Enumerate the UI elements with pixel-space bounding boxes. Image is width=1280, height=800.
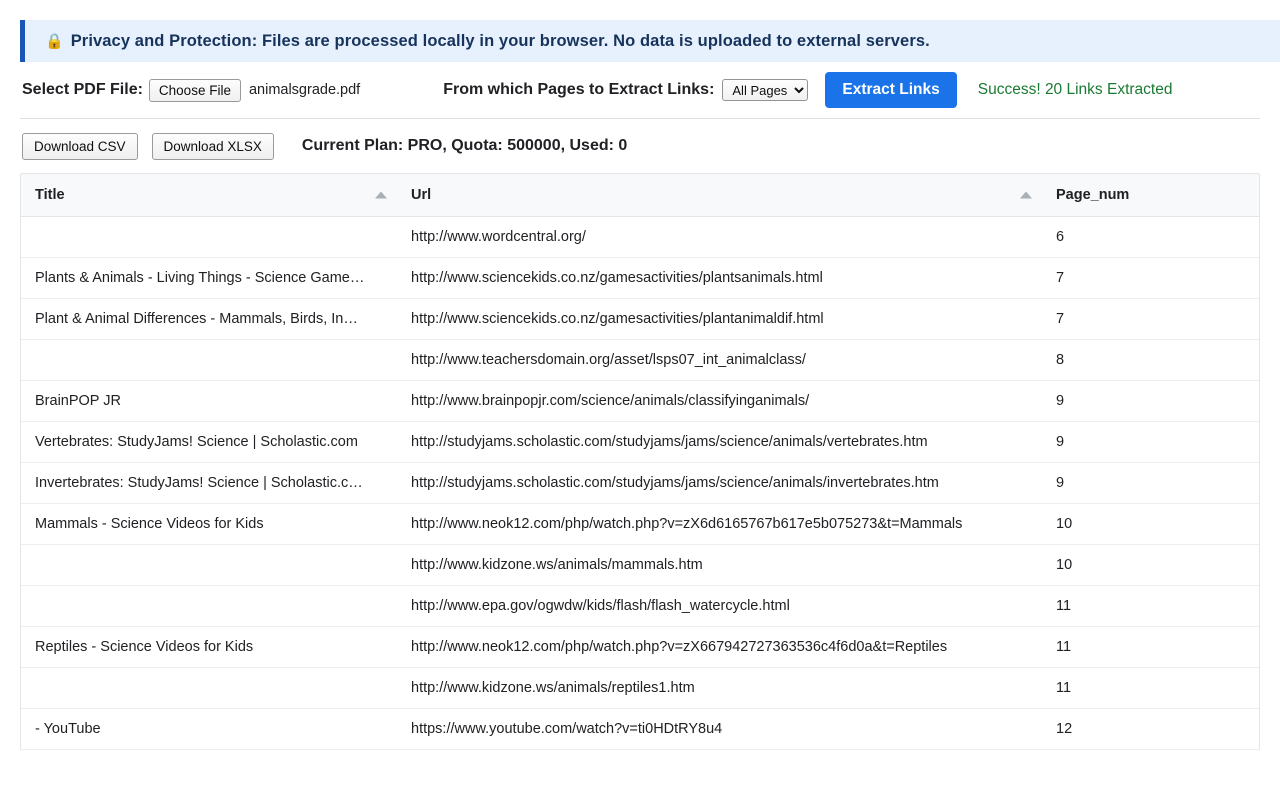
cell-page-num: 11: [1044, 668, 1259, 709]
cell-page-num: 7: [1044, 299, 1259, 340]
cell-title: [21, 668, 399, 709]
plan-quota-text: Current Plan: PRO, Quota: 500000, Used: 0: [301, 137, 628, 154]
choose-file-button[interactable]: Choose File: [149, 79, 241, 102]
table-row: [21, 668, 1259, 709]
cell-url: http://www.wordcentral.org/: [399, 217, 1044, 258]
table-header: [21, 174, 1259, 217]
cell-url: http://www.sciencekids.co.nz/gamesactivities/plantanimaldif.html: [399, 299, 1044, 340]
download-row: [0, 119, 1280, 173]
table-row: [21, 545, 1259, 586]
banner-region: [0, 0, 1280, 62]
column-header-url-label: Url: [411, 187, 432, 203]
cell-url: http://www.epa.gov/ogwdw/kids/flash/flash_watercycle.html: [399, 586, 1044, 627]
links-table-container: [20, 173, 1260, 750]
table-row: [21, 217, 1259, 258]
cell-url: http://www.kidzone.ws/animals/reptiles1.htm: [399, 668, 1044, 709]
cell-url: http://www.brainpopjr.com/science/animals/classifyinganimals/: [399, 381, 1044, 422]
cell-url: http://www.neok12.com/php/watch.php?v=zX6d6165767b617e5b075273&t=Mammals: [399, 504, 1044, 545]
table-row: [21, 586, 1259, 627]
privacy-banner: [20, 20, 1280, 62]
selected-file-name: animalsgrade.pdf: [248, 82, 361, 98]
column-header-url[interactable]: [399, 174, 1044, 217]
cell-page-num: 7: [1044, 258, 1259, 299]
cell-page-num: 9: [1044, 381, 1259, 422]
cell-url: http://studyjams.scholastic.com/studyjams/jams/science/animals/invertebrates.htm: [399, 463, 1044, 504]
table-row: [21, 422, 1259, 463]
pages-select[interactable]: [722, 79, 808, 101]
cell-title: Plant & Animal Differences - Mammals, Birds, In…: [21, 299, 399, 340]
cell-page-num: 12: [1044, 709, 1259, 750]
cell-page-num: 11: [1044, 627, 1259, 668]
download-csv-button[interactable]: Download CSV: [22, 133, 138, 160]
privacy-banner-text: Privacy and Protection: Files are processed locally in your browser. No data is uploaded to external servers.: [70, 31, 930, 50]
cell-url: http://www.neok12.com/php/watch.php?v=zX667942727363536c4f6d0a&t=Reptiles: [399, 627, 1044, 668]
cell-url: http://studyjams.scholastic.com/studyjams/jams/science/animals/vertebrates.htm: [399, 422, 1044, 463]
cell-title: Plants & Animals - Living Things - Science Game…: [21, 258, 399, 299]
column-header-title-label: Title: [35, 187, 65, 203]
cell-title: Invertebrates: StudyJams! Science | Scholastic.c…: [21, 463, 399, 504]
extract-links-button[interactable]: Extract Links: [825, 72, 956, 108]
column-header-page-num-label: Page_num: [1056, 187, 1130, 203]
controls-row: [0, 62, 1280, 118]
cell-url: http://www.teachersdomain.org/asset/lsps07_int_animalclass/: [399, 340, 1044, 381]
table-row: [21, 381, 1259, 422]
table-row: [21, 258, 1259, 299]
cell-page-num: 9: [1044, 463, 1259, 504]
cell-page-num: 10: [1044, 504, 1259, 545]
cell-title: Reptiles - Science Videos for Kids: [21, 627, 399, 668]
select-pdf-label: Select PDF File:: [22, 81, 143, 98]
lock-icon: 🔒: [45, 32, 64, 50]
table-row: [21, 504, 1259, 545]
cell-url: http://www.kidzone.ws/animals/mammals.htm: [399, 545, 1044, 586]
table-row: [21, 340, 1259, 381]
cell-title: BrainPOP JR: [21, 381, 399, 422]
links-table: [21, 174, 1259, 750]
sort-ascending-icon[interactable]: [375, 192, 387, 199]
table-row: [21, 463, 1259, 504]
status-message: Success! 20 Links Extracted: [977, 81, 1173, 98]
table-header-row: [21, 174, 1259, 217]
cell-page-num: 8: [1044, 340, 1259, 381]
cell-title: Mammals - Science Videos for Kids: [21, 504, 399, 545]
cell-url: https://www.youtube.com/watch?v=ti0HDtRY8u4: [399, 709, 1044, 750]
cell-title: [21, 545, 399, 586]
pages-label: From which Pages to Extract Links:: [443, 81, 715, 98]
cell-title: [21, 340, 399, 381]
cell-title: [21, 586, 399, 627]
column-header-page-num[interactable]: [1044, 174, 1259, 217]
cell-url: http://www.sciencekids.co.nz/gamesactivities/plantsanimals.html: [399, 258, 1044, 299]
cell-title: [21, 217, 399, 258]
cell-page-num: 9: [1044, 422, 1259, 463]
cell-page-num: 10: [1044, 545, 1259, 586]
cell-page-num: 6: [1044, 217, 1259, 258]
sort-ascending-icon[interactable]: [1020, 192, 1032, 199]
cell-page-num: 11: [1044, 586, 1259, 627]
table-body: [21, 217, 1259, 750]
file-picker-group: [22, 79, 360, 102]
cell-title: Vertebrates: StudyJams! Science | Scholastic.com: [21, 422, 399, 463]
column-header-title[interactable]: [21, 174, 399, 217]
table-row: [21, 299, 1259, 340]
table-row: [21, 709, 1259, 750]
download-xlsx-button[interactable]: Download XLSX: [152, 133, 274, 160]
table-row: [21, 627, 1259, 668]
cell-title: - YouTube: [21, 709, 399, 750]
